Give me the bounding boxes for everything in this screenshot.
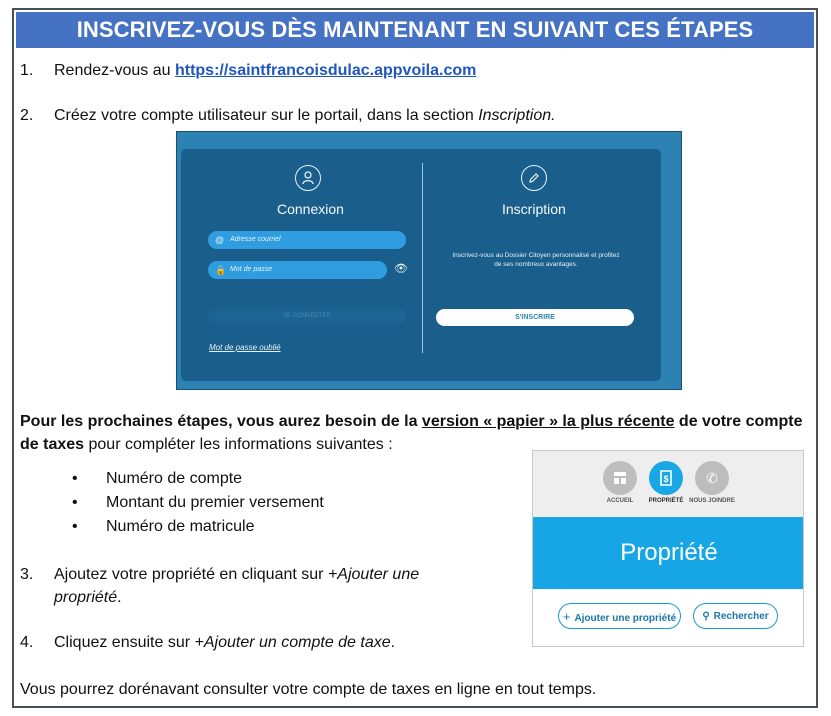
list-item: • Numéro de compte (60, 469, 324, 493)
required-info-list (60, 469, 324, 541)
paragraph-bold-mid: de votre compte de taxes (20, 413, 803, 453)
step-emphasis: +Ajouter un compte de taxe (194, 634, 391, 651)
nav-label-home: ACCUEIL (606, 498, 634, 504)
list-item: • Numéro de matricule (60, 517, 324, 541)
search-button[interactable] (693, 603, 778, 629)
lock-icon: 🔒 (215, 265, 227, 275)
eye-icon[interactable]: 👁 (394, 263, 408, 275)
search-label: Rechercher (713, 611, 769, 622)
add-property-label: Ajouter une propriété (574, 613, 677, 624)
paragraph-bold-underlined: version « papier » la plus récente (421, 413, 675, 430)
email-field[interactable] (208, 231, 406, 249)
panel-divider (422, 163, 423, 353)
password-placeholder: Mot de passe (230, 266, 273, 273)
step-number: 2. (20, 107, 34, 124)
property-tag-icon[interactable] (649, 461, 683, 495)
step-number: 1. (20, 62, 34, 79)
step-2 (20, 106, 556, 126)
home-grid-icon[interactable] (603, 461, 637, 495)
property-title: Propriété (533, 517, 804, 589)
list-item: • Montant du premier versement (60, 493, 324, 517)
pencil-icon (521, 165, 547, 191)
footer-note: Vous pourrez dorénavant consulter votre compte de taxes en ligne en tout temps. (20, 681, 597, 698)
property-actions (533, 589, 804, 647)
paragraph-end: pour compléter les informations suivantes : (84, 436, 393, 453)
step-emphasis: +Ajouter une (327, 566, 420, 583)
phone-icon[interactable]: ✆ (695, 461, 729, 495)
step-emphasis: propriété (54, 589, 118, 606)
step-3-continued (54, 588, 122, 608)
add-property-button[interactable] (558, 603, 681, 629)
step-text: Créez votre compte utilisateur sur le portail, dans la section (54, 107, 479, 124)
inscription-description: Inscrivez-vous au Dossier Citoyen personnalisé et profitez de ses nombreux avantages. (452, 252, 620, 268)
step-text: Rendez-vous au (54, 62, 175, 79)
step-4 (20, 633, 395, 653)
at-icon: @ (215, 235, 225, 245)
connect-button[interactable]: SE CONNECTER (208, 309, 406, 323)
step-1 (20, 61, 476, 81)
forgot-password-link[interactable]: Mot de passe oublié (209, 343, 281, 352)
nav-label-property: PROPRIÉTÉ (648, 498, 684, 504)
connexion-title: Connexion (277, 201, 344, 217)
email-placeholder: Adresse courriel (230, 236, 281, 243)
login-panel (181, 149, 661, 381)
nav-label-contact: NOUS JOINDRE (689, 498, 735, 504)
step-number: 4. (20, 634, 34, 651)
step-text: Cliquez ensuite sur (54, 634, 195, 651)
inscription-title: Inscription (502, 201, 566, 217)
page-banner: INSCRIVEZ-VOUS DÈS MAINTENANT EN SUIVANT CES ÉTAPES (16, 12, 814, 48)
step-end: . (117, 589, 122, 606)
user-icon (295, 165, 321, 191)
step-3 (20, 565, 419, 585)
svg-text:$: $ (663, 474, 669, 484)
step-number: 3. (20, 566, 34, 583)
plus-icon: + (562, 609, 571, 624)
paragraph-bold: Pour les prochaines étapes, vous aurez besoin de la (20, 413, 422, 430)
step-text: Ajoutez votre propriété en cliquant sur (54, 566, 328, 583)
step-end: . (390, 634, 396, 651)
property-screenshot (532, 450, 804, 647)
step-emphasis: Inscription. (478, 107, 556, 124)
signup-button[interactable]: S'INSCRIRE (436, 309, 634, 326)
password-field[interactable] (208, 261, 387, 279)
login-screenshot (176, 131, 682, 390)
portal-link[interactable]: https://saintfrancoisdulac.appvoila.com (174, 62, 477, 79)
search-icon: ⚲ (702, 611, 710, 622)
